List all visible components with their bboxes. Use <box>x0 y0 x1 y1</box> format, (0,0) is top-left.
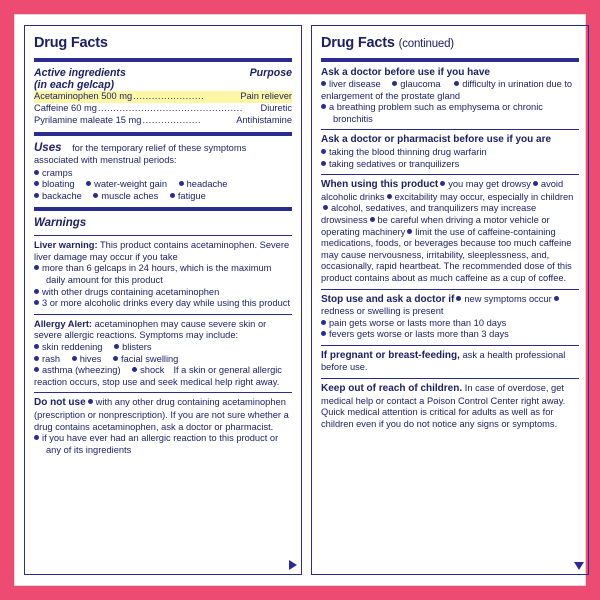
list-item <box>34 263 292 286</box>
stop-use-heading: Stop use and ask a doctor if <box>321 293 455 305</box>
divider <box>321 289 579 290</box>
pregnant-section <box>321 350 579 374</box>
list-item-label: pain gets worse or lasts more than 10 days <box>329 317 507 328</box>
bullet-icon <box>88 399 93 404</box>
list-item <box>132 365 164 377</box>
list-item-label: shock <box>140 365 165 376</box>
liver-warning-text: This product contains acetaminophen. Severe liver damage may occur if you take <box>34 240 290 262</box>
allergy-alert-tail: If a skin or general allergic reaction occurs, stop use and seek medical help right away. <box>34 365 282 387</box>
stop-use-section <box>321 294 579 341</box>
list-item-label: be careful when driving a motor vehicle or operating machinery <box>321 214 550 237</box>
active-ingredients-sublabel: (in each gelcap) <box>34 78 115 91</box>
ask-doctor-heading: Ask a doctor before use if you have <box>321 66 490 78</box>
list-item <box>34 168 72 180</box>
list-item-label: excitability may occur, especially in children <box>394 191 574 202</box>
list-item-label: more than 6 gelcaps in 24 hours, which is the maximum daily amount for this product <box>42 263 272 285</box>
allergy-alert-text: acetaminophen may cause severe skin or severe allergic reactions. Symptoms may include: <box>34 318 267 341</box>
bullet-icon <box>34 181 39 186</box>
purpose-label: Purpose <box>249 66 292 79</box>
list-item-label: hives <box>79 353 102 364</box>
bullet-icon <box>34 265 39 270</box>
continue-down-arrow-icon <box>574 562 584 570</box>
active-ingredients-header <box>34 67 292 91</box>
uses-section <box>34 141 292 203</box>
bullet-icon <box>321 161 326 166</box>
list-item <box>34 287 292 299</box>
list-item-label: water-weight gain <box>94 179 168 190</box>
liver-warning-label: Liver warning: <box>34 240 98 251</box>
leader-dots: ................... <box>142 114 202 125</box>
list-item-label: headache <box>186 179 228 190</box>
bullet-icon <box>86 181 91 186</box>
bullet-icon <box>321 331 326 336</box>
keep-out-heading: Keep out of reach of children. <box>321 383 463 395</box>
liver-warning <box>34 240 292 310</box>
list-item-label: 3 or more alcoholic drinks every day while using this product <box>42 298 291 309</box>
divider <box>321 378 579 379</box>
list-item <box>86 179 167 191</box>
list-item-label: backache <box>42 190 82 201</box>
leader-dots: ............................................... <box>97 102 243 113</box>
list-item <box>321 159 579 171</box>
list-item <box>34 342 102 354</box>
list-item <box>34 365 121 377</box>
list-item-label: asthma (wheezing) <box>42 365 121 376</box>
uses-bullets <box>34 168 292 203</box>
divider <box>321 345 579 346</box>
list-item-label: if you have ever had an allergic reaction to this product or any of its ingredients <box>42 433 279 455</box>
page-title-left: Drug Facts <box>34 35 108 51</box>
bullet-icon <box>456 296 461 301</box>
bullet-icon <box>321 81 326 86</box>
bullet-icon <box>407 229 412 234</box>
bullet-icon <box>454 81 459 86</box>
uses-heading: Uses <box>34 141 62 154</box>
list-item-label: glaucoma <box>400 79 441 90</box>
bullet-icon <box>93 193 98 198</box>
list-item <box>321 79 381 91</box>
bullet-icon <box>34 193 39 198</box>
list-item-label: cramps <box>42 167 73 178</box>
keep-out-text: In case of overdose, get medical help or contact a Poison Control Center right away. Quick medical attention is critical for adults as well as for children even if you do not notice any signs or symptoms. <box>321 383 566 429</box>
drug-facts-left-column <box>24 25 302 575</box>
list-item <box>179 179 228 191</box>
list-item <box>113 354 178 366</box>
divider <box>34 207 292 211</box>
list-item <box>34 433 292 456</box>
list-item <box>321 147 579 159</box>
list-item-label: blisters <box>122 341 152 352</box>
divider <box>34 314 292 315</box>
bullet-icon <box>321 320 326 325</box>
ask-doctor-section <box>321 67 579 126</box>
list-item-label: fatigue <box>177 190 206 201</box>
list-item-label: facial swelling <box>121 353 179 364</box>
list-item-label: new symptoms occur <box>464 293 552 304</box>
bullet-icon <box>170 193 175 198</box>
bullet-icon <box>554 296 559 301</box>
divider <box>34 235 292 236</box>
bullet-icon <box>113 356 118 361</box>
list-item-label: a breathing problem such as emphysema or chronic bronchitis <box>329 102 543 124</box>
pregnant-text: ask a health professional before use. <box>321 349 566 373</box>
do-not-use-text-1: with any other drug containing acetaminophen (prescription or nonprescription). If you are not sure whether a drug contains acetaminophen, ask a doctor or pharmacist. <box>34 397 289 432</box>
list-item-label: difficulty in urination due to enlargement of the prostate gland <box>321 79 573 101</box>
bullet-icon <box>34 356 39 361</box>
leader-dots: ....................... <box>133 90 205 101</box>
ingredient-purpose: Antihistamine <box>236 114 292 125</box>
list-item <box>170 191 206 203</box>
list-item-label: taking the blood thinning drug warfarin <box>329 146 487 157</box>
warnings-heading: Warnings <box>34 217 87 230</box>
continue-arrow-icon <box>289 560 297 570</box>
list-item <box>34 298 292 310</box>
ask-pharmacist-heading: Ask a doctor or pharmacist before use if you are <box>321 134 552 146</box>
list-item-label: limit the use of caffeine-containing medications, foods, or beverages because too much caffeine may cause nervousness, irritability, sleeplessness, and, occasionally, rapid heartbeat. The recommended dose of this product contains about as much caffeine as a cup of coffee. <box>321 226 572 283</box>
ingredient-purpose: Pain reliever <box>240 90 292 101</box>
allergy-symptom-bullets <box>34 342 292 388</box>
list-item-label: avoid alcoholic drinks <box>321 179 564 202</box>
drug-facts-sheet <box>14 14 586 586</box>
uses-intro: for the temporary relief of these symptoms associated with menstrual periods: <box>34 142 247 165</box>
list-item-label: muscle aches <box>101 190 159 201</box>
ingredient-name: Caffeine 60 mg <box>34 102 97 113</box>
list-item <box>321 318 579 330</box>
bullet-icon <box>34 300 39 305</box>
ingredient-row <box>34 103 292 115</box>
bullet-icon <box>34 367 39 372</box>
bullet-icon <box>114 344 119 349</box>
page-title-right-text: Drug Facts <box>321 35 395 51</box>
list-item <box>34 191 82 203</box>
divider <box>321 58 579 62</box>
list-item <box>392 79 440 91</box>
list-item-label: liver disease <box>329 79 381 90</box>
ingredient-row <box>34 91 292 103</box>
bullet-icon <box>321 104 326 109</box>
divider <box>34 132 292 136</box>
bullet-icon <box>34 170 39 175</box>
list-item-label: taking sedatives or tranquilizers <box>329 158 460 169</box>
bullet-icon <box>34 344 39 349</box>
list-item-label: with other drugs containing acetaminophen <box>42 286 220 297</box>
list-item-label: redness or swelling is present <box>321 306 444 317</box>
bullet-icon <box>34 289 39 294</box>
bullet-icon <box>440 181 445 186</box>
bullet-icon <box>533 181 538 186</box>
allergy-alert-label: Allergy Alert: <box>34 318 93 329</box>
ingredient-purpose: Diuretic <box>260 102 292 113</box>
keep-out-section <box>321 383 579 430</box>
do-not-use <box>34 397 292 456</box>
bullet-icon <box>179 181 184 186</box>
bullet-icon <box>370 217 375 222</box>
bullet-icon <box>387 194 392 199</box>
list-item <box>34 179 75 191</box>
when-using-section <box>321 179 579 284</box>
allergy-alert <box>34 319 292 389</box>
page-title-right <box>321 34 579 53</box>
bullet-icon <box>132 367 137 372</box>
drug-facts-right-column <box>311 25 589 575</box>
list-item-label: you may get drowsy <box>448 179 531 190</box>
list-item <box>321 102 579 125</box>
do-not-use-label: Do not use <box>34 397 86 409</box>
divider <box>321 129 579 130</box>
ingredient-row <box>34 115 292 127</box>
list-item <box>114 342 151 354</box>
list-item <box>321 329 579 341</box>
list-item <box>34 354 60 366</box>
list-item-label: alcohol, sedatives, and tranquilizers may increase drowsiness <box>321 203 537 225</box>
list-item-label: bloating <box>42 179 75 190</box>
list-item-label: rash <box>42 353 61 364</box>
list-item <box>93 191 158 203</box>
ingredient-name: Pyrilamine maleate 15 mg <box>34 114 142 125</box>
bullet-icon <box>34 435 39 440</box>
list-item <box>72 354 102 366</box>
bullet-icon <box>321 149 326 154</box>
divider <box>34 58 292 62</box>
ingredient-name: Acetaminophen 500 mg <box>34 90 133 101</box>
bullet-icon <box>323 205 328 210</box>
pregnant-heading: If pregnant or breast-feeding, <box>321 349 460 361</box>
ask-pharmacist-section <box>321 134 579 170</box>
list-item-label: fevers gets worse or lasts more than 3 days <box>329 329 509 340</box>
ask-doctor-items <box>321 79 579 125</box>
bullet-icon <box>72 356 77 361</box>
bullet-icon <box>392 81 397 86</box>
list-item-label: skin reddening <box>42 341 103 352</box>
active-ingredients-label: Active ingredients <box>34 66 126 79</box>
divider <box>321 174 579 175</box>
when-using-heading: When using this product <box>321 179 439 191</box>
page-title-right-continued: (continued) <box>398 38 454 50</box>
divider <box>34 392 292 393</box>
